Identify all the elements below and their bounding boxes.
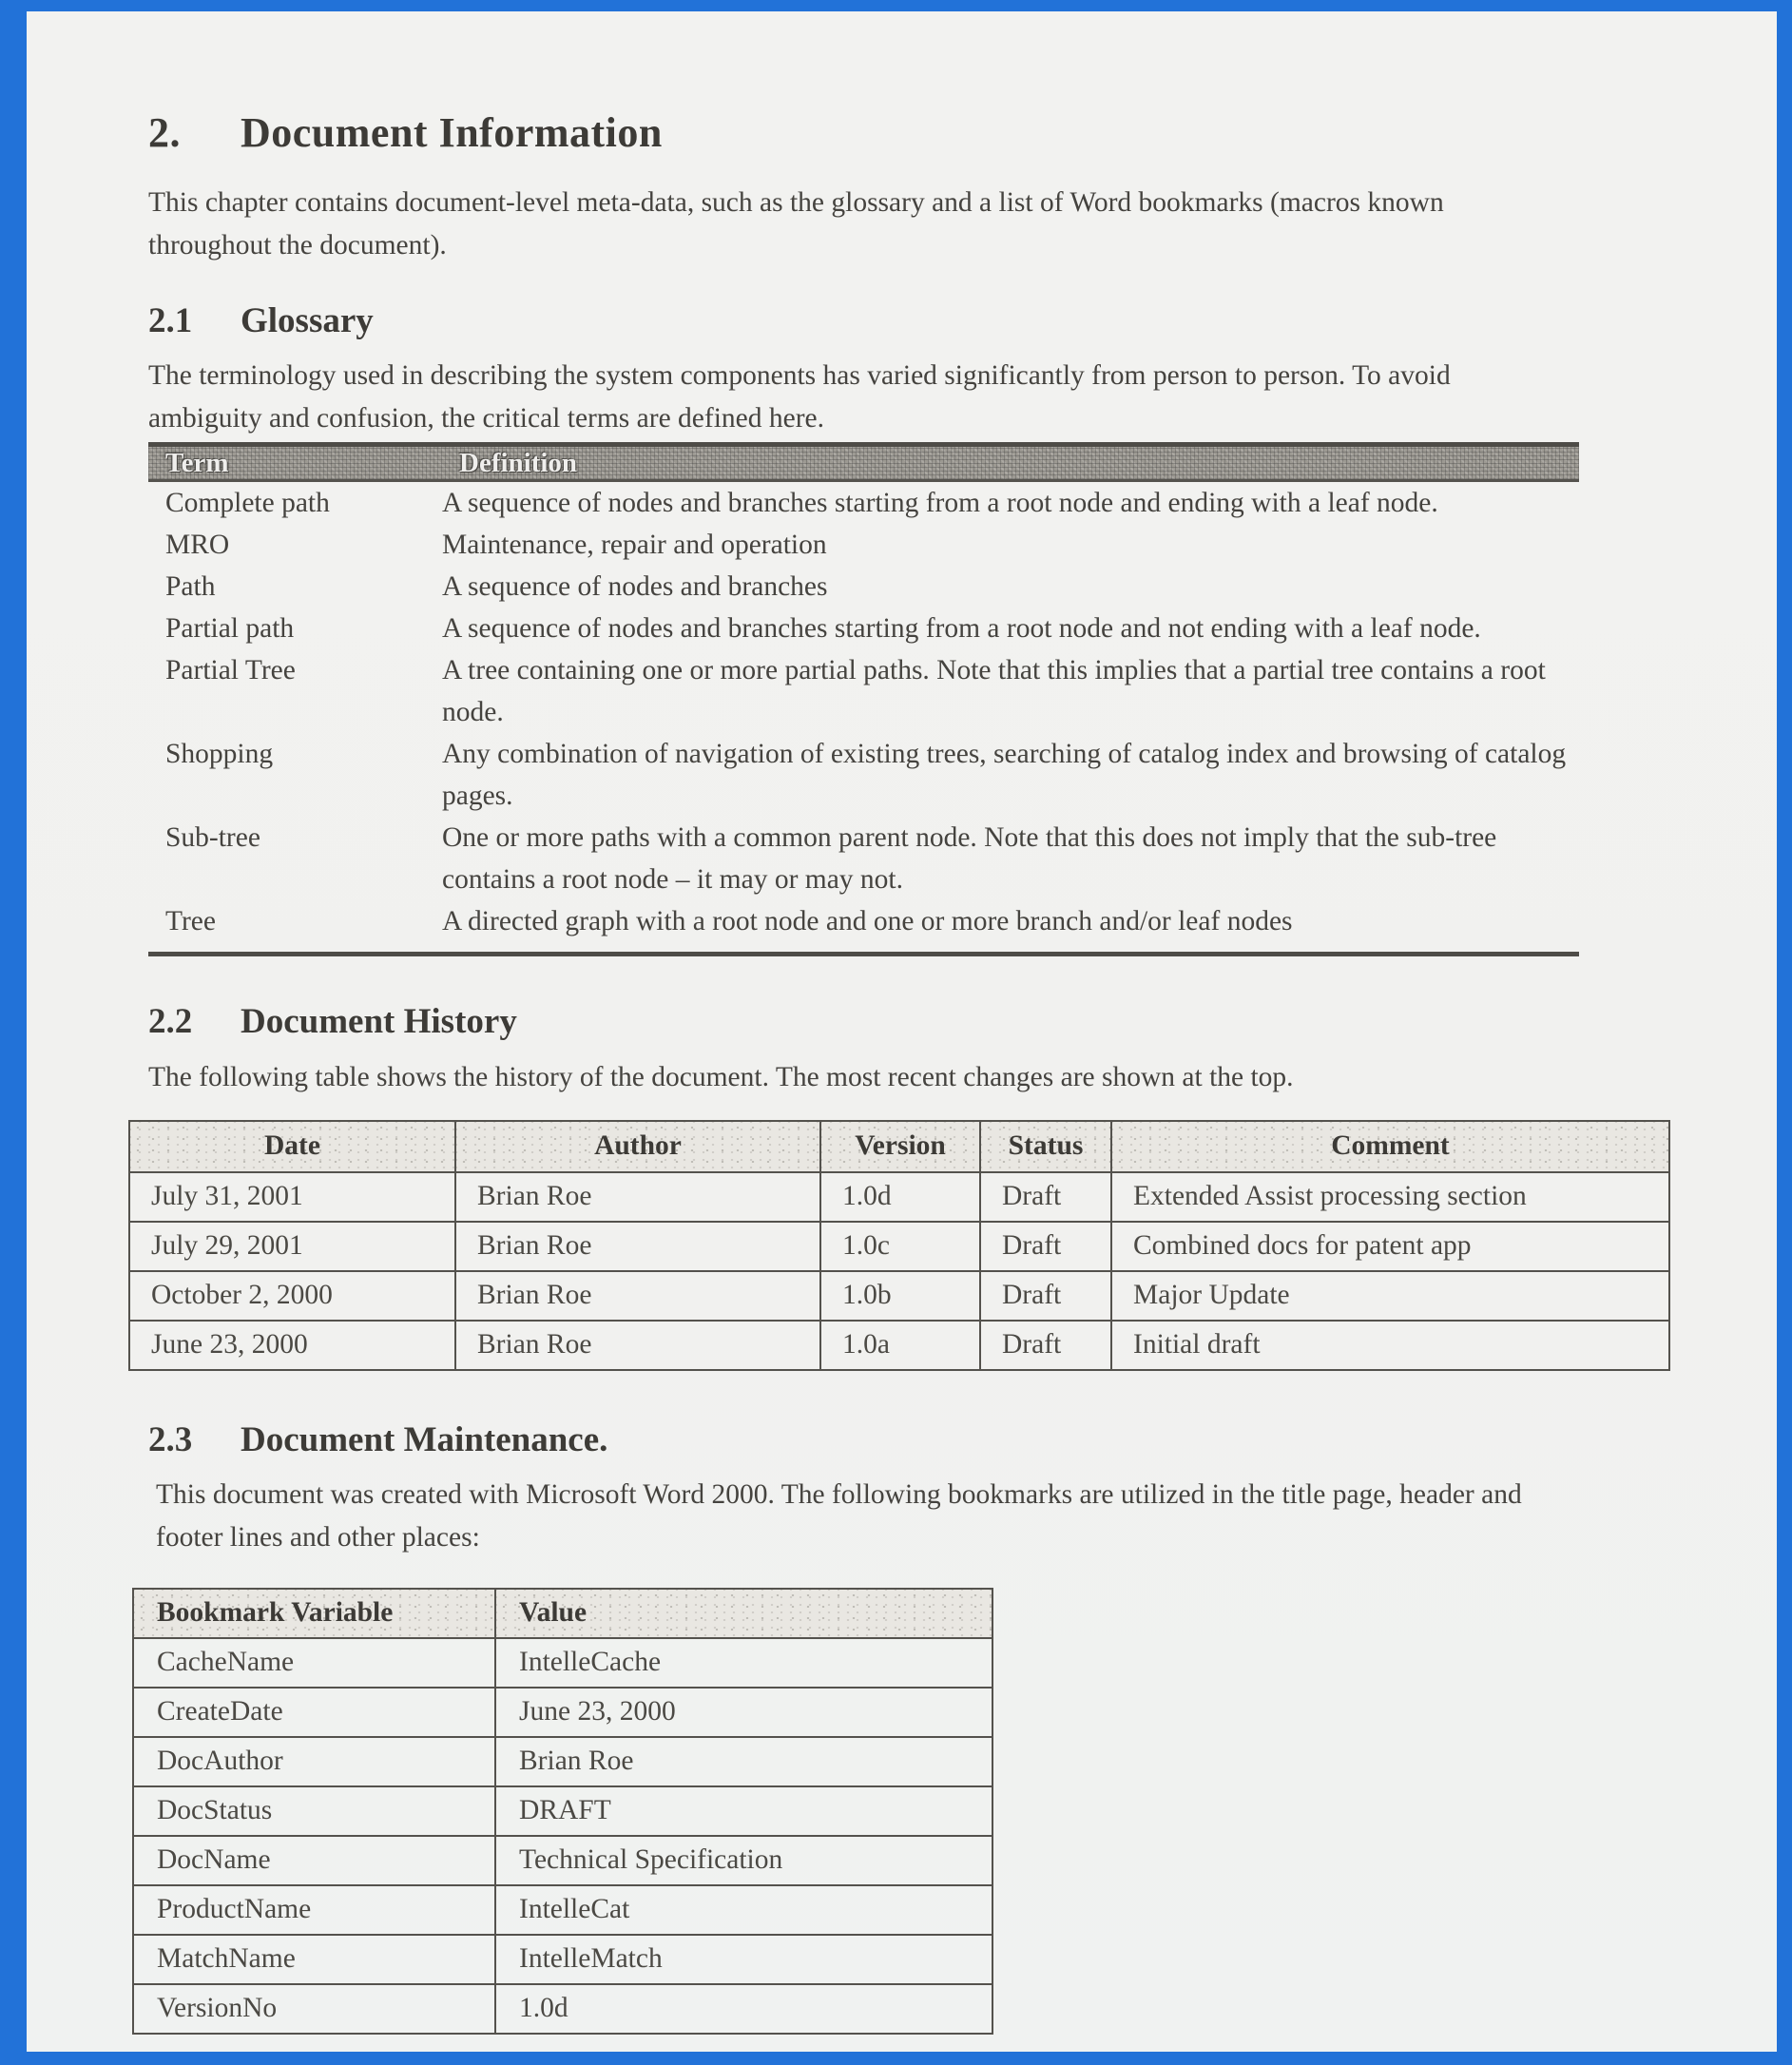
glossary-definition: Any combination of navigation of existing trees, searching of catalog index and browsing of catalog pages. (442, 739, 1567, 812)
glossary-row (148, 482, 1579, 524)
history-header-date: Date (129, 1121, 455, 1172)
glossary-definition: Maintenance, repair and operation (442, 530, 827, 561)
glossary-term: Partial Tree (165, 655, 296, 686)
bookmark-value: IntelleCache (495, 1638, 992, 1688)
document-information-intro: This chapter contains document-level meta-data, such as the glossary and a list of Word bookmarks (macros known throughout the document). (148, 187, 1444, 261)
section-heading-glossary (148, 299, 1703, 343)
bookmark-value: Brian Roe (495, 1737, 992, 1786)
glossary-header-term: Term (165, 447, 229, 478)
section-heading-text: Glossary (241, 301, 374, 340)
history-comment: Initial draft (1111, 1321, 1669, 1370)
history-date: July 31, 2001 (129, 1172, 455, 1222)
table-row (129, 1222, 1669, 1271)
bookmark-value: IntelleMatch (495, 1935, 992, 1984)
glossary-definition: A sequence of nodes and branches (442, 571, 828, 603)
history-date: July 29, 2001 (129, 1222, 455, 1271)
history-comment: Extended Assist processing section (1111, 1172, 1669, 1222)
history-author: Brian Roe (455, 1172, 820, 1222)
section-heading-text: Document History (241, 1002, 517, 1042)
history-author: Brian Roe (455, 1321, 820, 1370)
glossary-term: Sub-tree (165, 822, 260, 854)
glossary-row (148, 817, 1579, 900)
bookmark-value: June 23, 2000 (495, 1688, 992, 1737)
section-heading-document-information (148, 106, 1703, 159)
glossary-row (148, 524, 1579, 566)
glossary-term: Partial path (165, 613, 295, 645)
glossary-row (148, 649, 1579, 733)
glossary-row (148, 566, 1579, 608)
table-row (133, 1737, 992, 1786)
glossary-term: Path (165, 571, 216, 603)
table-row (133, 1984, 992, 2034)
glossary-row (148, 608, 1579, 649)
glossary-table (148, 442, 1579, 956)
table-row (133, 1688, 992, 1737)
history-status: Draft (980, 1321, 1111, 1370)
bookmark-variable: CacheName (133, 1638, 495, 1688)
bookmark-variable: DocName (133, 1836, 495, 1885)
section-number: 2.1 (148, 301, 193, 340)
glossary-row (148, 733, 1579, 817)
table-row (133, 1935, 992, 1984)
section-number: 2. (148, 109, 181, 156)
glossary-term: Complete path (165, 488, 330, 519)
glossary-definition: A tree containing one or more partial paths. Note that this implies that a partial tree contains a root node. (442, 655, 1546, 728)
bookmark-variable: DocStatus (133, 1786, 495, 1836)
document-page (27, 11, 1777, 2052)
bookmark-variable: VersionNo (133, 1984, 495, 2034)
glossary-definition: A directed graph with a root node and one or more branch and/or leaf nodes (442, 906, 1293, 937)
history-comment: Combined docs for patent app (1111, 1222, 1669, 1271)
section-number: 2.3 (148, 1419, 193, 1459)
table-row (133, 1885, 992, 1935)
page-content (27, 11, 1777, 2035)
history-version: 1.0d (820, 1172, 980, 1222)
glossary-definition: A sequence of nodes and branches starting from a root node and not ending with a leaf node. (442, 613, 1481, 645)
history-status: Draft (980, 1222, 1111, 1271)
glossary-intro: The terminology used in describing the system components has varied significantly from person to person. To avoid ambiguity and confusion, the critical terms are defined here. (148, 360, 1451, 434)
bookmark-variables-table (132, 1588, 993, 2035)
history-header-version: Version (820, 1121, 980, 1172)
bookmark-value: DRAFT (495, 1786, 992, 1836)
section-heading-text: Document Information (241, 109, 663, 156)
history-header-status: Status (980, 1121, 1111, 1172)
history-version: 1.0b (820, 1271, 980, 1321)
glossary-header-definition: Definition (459, 447, 578, 478)
document-history-intro: The following table shows the history of the document. The most recent changes are shown at the top. (148, 1061, 1294, 1092)
history-author: Brian Roe (455, 1222, 820, 1271)
history-version: 1.0c (820, 1222, 980, 1271)
glossary-term: Shopping (165, 739, 274, 770)
history-date: October 2, 2000 (129, 1271, 455, 1321)
bookmark-value: IntelleCat (495, 1885, 992, 1935)
bookmark-variable: ProductName (133, 1885, 495, 1935)
table-row (133, 1836, 992, 1885)
glossary-term: MRO (165, 530, 230, 561)
glossary-table-header (148, 447, 1579, 482)
table-row (133, 1638, 992, 1688)
history-version: 1.0a (820, 1321, 980, 1370)
history-header-author: Author (455, 1121, 820, 1172)
bookmark-value: 1.0d (495, 1984, 992, 2034)
section-number: 2.2 (148, 1002, 193, 1042)
history-header-comment: Comment (1111, 1121, 1669, 1172)
history-status: Draft (980, 1172, 1111, 1222)
history-status: Draft (980, 1271, 1111, 1321)
table-header-row (129, 1121, 1669, 1172)
bookmark-value: Technical Specification (495, 1836, 992, 1885)
history-comment: Major Update (1111, 1271, 1669, 1321)
glossary-term: Tree (165, 906, 216, 937)
document-history-table (128, 1120, 1670, 1371)
bookmark-variable: MatchName (133, 1935, 495, 1984)
bookmark-header-value: Value (495, 1589, 992, 1638)
table-row (129, 1172, 1669, 1222)
section-heading-document-maintenance (148, 1418, 1703, 1462)
bookmark-header-variable: Bookmark Variable (133, 1589, 495, 1638)
table-row (129, 1321, 1669, 1370)
bookmark-variable: CreateDate (133, 1688, 495, 1737)
history-date: June 23, 2000 (129, 1321, 455, 1370)
section-heading-document-history (148, 1000, 1703, 1044)
section-heading-text: Document Maintenance. (241, 1419, 608, 1459)
table-header-row (133, 1589, 992, 1638)
glossary-definition: A sequence of nodes and branches starting from a root node and ending with a leaf node. (442, 488, 1438, 519)
document-maintenance-intro: This document was created with Microsoft Word 2000. The following bookmarks are utilized in the title page, header and footer lines and other places: (156, 1478, 1522, 1553)
history-author: Brian Roe (455, 1271, 820, 1321)
bookmark-variable: DocAuthor (133, 1737, 495, 1786)
table-row (129, 1271, 1669, 1321)
glossary-row (148, 900, 1579, 942)
glossary-definition: One or more paths with a common parent node. Note that this does not imply that the sub-tree contains a root node – it may or may not. (442, 822, 1497, 896)
table-row (133, 1786, 992, 1836)
